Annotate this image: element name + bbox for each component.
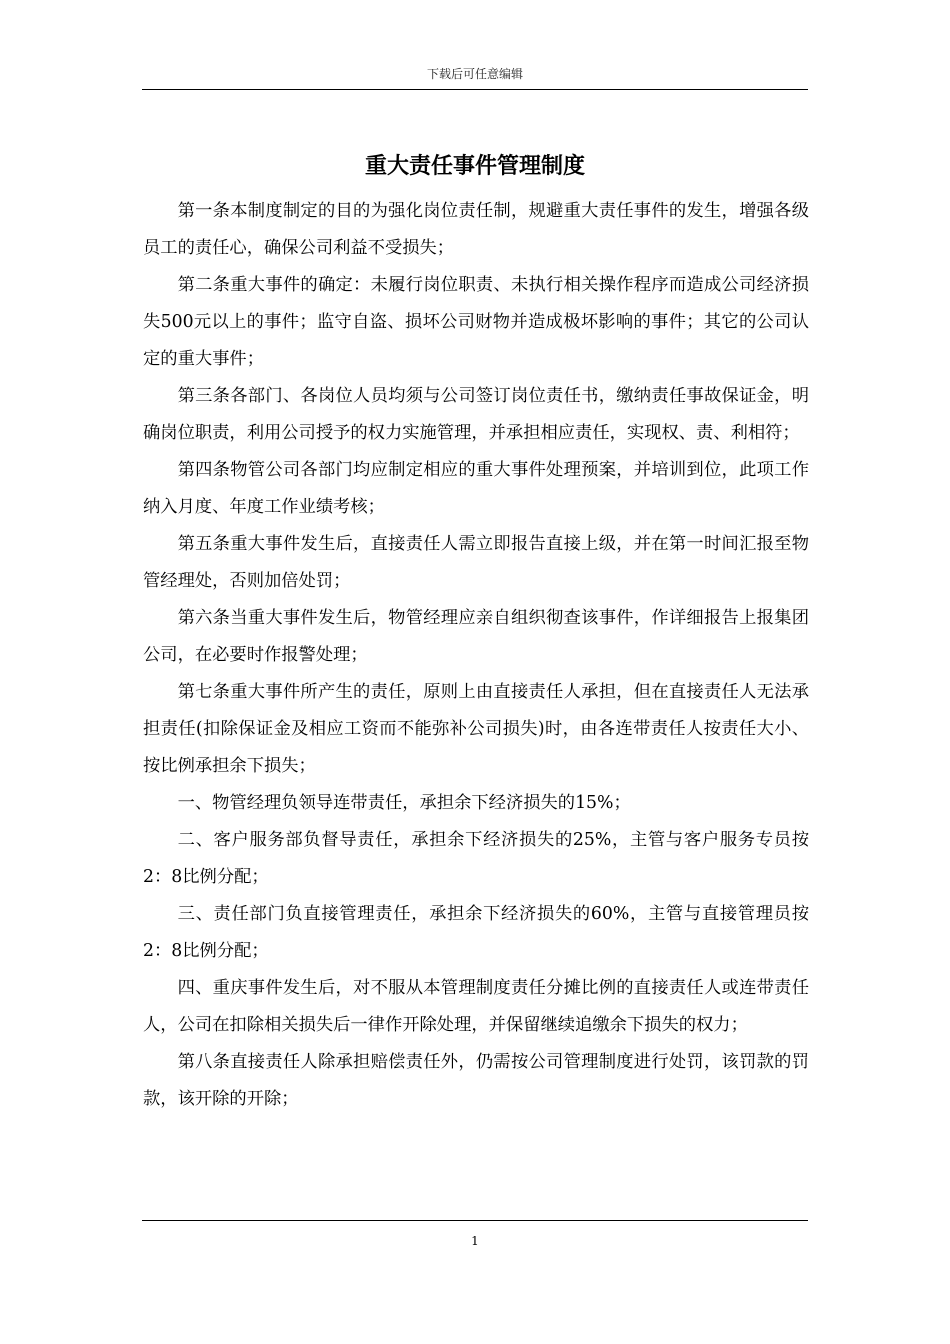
document-body	[143, 193, 809, 1118]
article-1: 第一条本制度制定的目的为强化岗位责任制，规避重大责任事件的发生，增强各级员工的责任心，确保公司利益不受损失；	[143, 201, 809, 258]
footer-divider	[142, 1220, 808, 1221]
page-header: 下载后可任意编辑	[426, 67, 523, 81]
document-title: 重大责任事件管理制度	[364, 153, 585, 179]
article-3: 第三条各部门、各岗位人员均须与公司签订岗位责任书，缴纳责任事故保证金，明确岗位职责，利用公司授予的权力实施管理，并承担相应责任，实现权、责、利相符；	[143, 386, 809, 443]
article-5: 第五条重大事件发生后，直接责任人需立即报告直接上级，并在第一时间汇报至物管经理处，否则加倍处罚；	[143, 534, 809, 591]
article-2: 第二条重大事件的确定：未履行岗位职责、未执行相关操作程序而造成公司经济损失500元以上的事件；监守自盗、损坏公司财物并造成极坏影响的事件；其它的公司认定的重大事件；	[143, 275, 809, 369]
article-7-item-4: 四、重庆事件发生后，对不服从本管理制度责任分摊比例的直接责任人或连带责任人，公司在扣除相关损失后一律作开除处理，并保留继续追缴余下损失的权力；	[143, 978, 809, 1035]
article-6: 第六条当重大事件发生后，物管经理应亲自组织彻查该事件，作详细报告上报集团公司，在必要时作报警处理；	[143, 608, 809, 665]
article-7-item-1: 一、物管经理负领导连带责任，承担余下经济损失的15%；	[177, 793, 631, 813]
page-number: 1	[471, 1234, 479, 1248]
article-7-item-3: 三、责任部门负直接管理责任，承担余下经济损失的60%，主管与直接管理员按2：8比例分配；	[143, 904, 809, 961]
article-7: 第七条重大事件所产生的责任，原则上由直接责任人承担，但在直接责任人无法承担责任(扣除保证金及相应工资而不能弥补公司损失)时，由各连带责任人按责任大小、按比例承担余下损失；	[143, 682, 809, 776]
article-8: 第八条直接责任人除承担赔偿责任外，仍需按公司管理制度进行处罚，该罚款的罚款，该开除的开除；	[143, 1052, 809, 1109]
article-7-item-2: 二、客户服务部负督导责任，承担余下经济损失的25%，主管与客户服务专员按2：8比例分配；	[143, 830, 809, 887]
article-4: 第四条物管公司各部门均应制定相应的重大事件处理预案，并培训到位，此项工作纳入月度、年度工作业绩考核；	[143, 460, 809, 517]
header-divider	[142, 89, 808, 90]
